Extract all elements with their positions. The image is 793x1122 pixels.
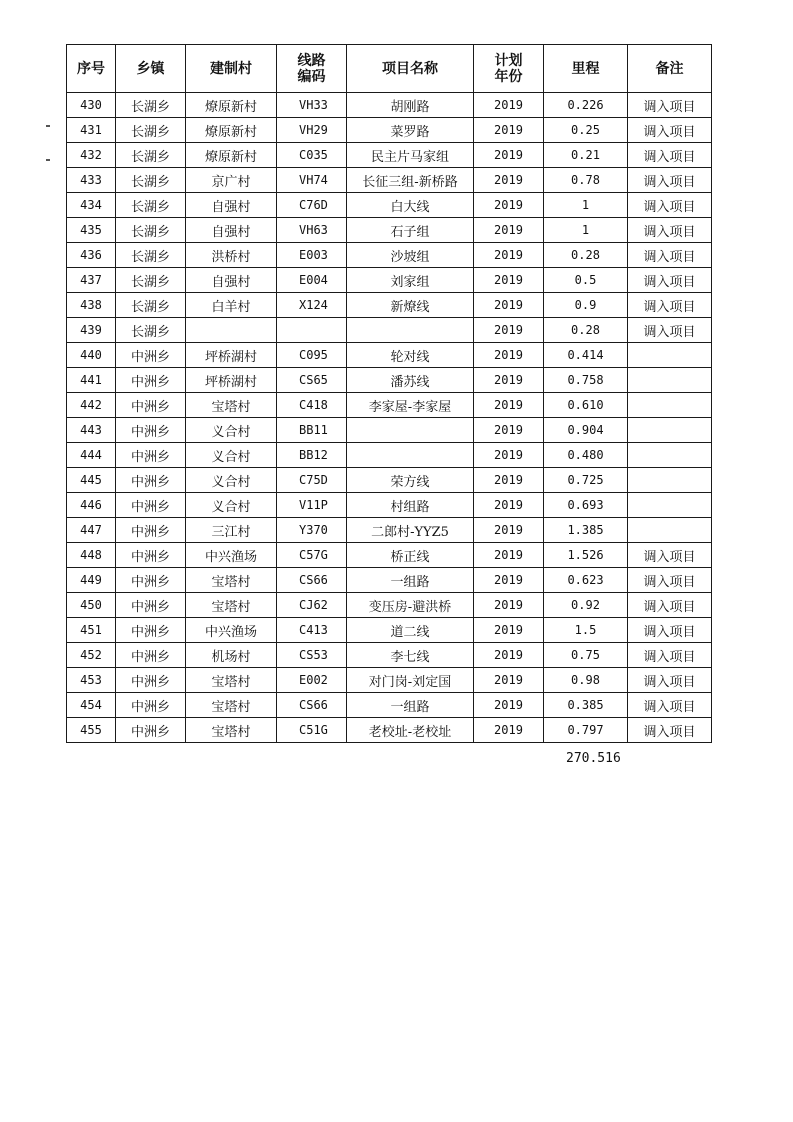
cell-plan-year: 2019 <box>474 343 544 368</box>
cell-remark: 调入项目 <box>628 593 712 618</box>
cell-remark: 调入项目 <box>628 243 712 268</box>
cell-project-name: 胡刚路 <box>347 93 474 118</box>
cell-remark: 调入项目 <box>628 568 712 593</box>
cell-village: 义合村 <box>186 468 277 493</box>
cell-remark <box>628 418 712 443</box>
cell-index: 452 <box>67 643 116 668</box>
cell-mileage: 0.92 <box>544 593 628 618</box>
cell-township: 长湖乡 <box>116 268 186 293</box>
table-row <box>67 268 712 293</box>
header-row <box>67 45 712 93</box>
cell-mileage: 0.904 <box>544 418 628 443</box>
cell-index: 433 <box>67 168 116 193</box>
table-body <box>67 93 712 743</box>
cell-mileage: 0.480 <box>544 443 628 468</box>
cell-village: 自强村 <box>186 193 277 218</box>
table-row <box>67 318 712 343</box>
cell-township: 长湖乡 <box>116 118 186 143</box>
cell-township: 中洲乡 <box>116 443 186 468</box>
cell-plan-year: 2019 <box>474 493 544 518</box>
cell-index: 442 <box>67 393 116 418</box>
cell-index: 431 <box>67 118 116 143</box>
cell-village: 坪桥湖村 <box>186 368 277 393</box>
table-row <box>67 293 712 318</box>
cell-project-name: 变压房-避洪桥 <box>347 593 474 618</box>
cell-village: 机场村 <box>186 643 277 668</box>
cell-route-code: C095 <box>277 343 347 368</box>
cell-plan-year: 2019 <box>474 193 544 218</box>
cell-project-name: 桥正线 <box>347 543 474 568</box>
cell-township: 中洲乡 <box>116 343 186 368</box>
cell-village: 三江村 <box>186 518 277 543</box>
cell-remark: 调入项目 <box>628 143 712 168</box>
cell-village: 宝塔村 <box>186 693 277 718</box>
cell-project-name: 一组路 <box>347 693 474 718</box>
cell-remark: 调入项目 <box>628 718 712 743</box>
cell-project-name: 李家屋-李家屋 <box>347 393 474 418</box>
table-row <box>67 368 712 393</box>
cell-route-code: E004 <box>277 268 347 293</box>
cell-remark <box>628 493 712 518</box>
cell-plan-year: 2019 <box>474 93 544 118</box>
cell-plan-year: 2019 <box>474 668 544 693</box>
cell-index: 432 <box>67 143 116 168</box>
cell-township: 长湖乡 <box>116 243 186 268</box>
cell-mileage: 0.758 <box>544 368 628 393</box>
cell-route-code: CS65 <box>277 368 347 393</box>
cell-route-code: C413 <box>277 618 347 643</box>
table-row <box>67 343 712 368</box>
table-header <box>67 45 712 93</box>
cell-village: 燎原新村 <box>186 143 277 168</box>
cell-project-name <box>347 318 474 343</box>
cell-project-name: 石子组 <box>347 218 474 243</box>
cell-mileage: 0.385 <box>544 693 628 718</box>
table-row <box>67 568 712 593</box>
cell-index: 451 <box>67 618 116 643</box>
cell-plan-year: 2019 <box>474 718 544 743</box>
cell-mileage: 0.693 <box>544 493 628 518</box>
table-row <box>67 718 712 743</box>
cell-project-name: 白大线 <box>347 193 474 218</box>
cell-remark: 调入项目 <box>628 693 712 718</box>
cell-remark <box>628 518 712 543</box>
cell-route-code: VH63 <box>277 218 347 243</box>
cell-remark: 调入项目 <box>628 668 712 693</box>
cell-route-code: C51G <box>277 718 347 743</box>
cell-index: 438 <box>67 293 116 318</box>
cell-village: 宝塔村 <box>186 593 277 618</box>
cell-remark: 调入项目 <box>628 618 712 643</box>
cell-index: 430 <box>67 93 116 118</box>
table-row <box>67 243 712 268</box>
cell-project-name: 民主片马家组 <box>347 143 474 168</box>
cell-plan-year: 2019 <box>474 593 544 618</box>
cell-index: 434 <box>67 193 116 218</box>
cell-project-name: 道二线 <box>347 618 474 643</box>
cell-plan-year: 2019 <box>474 118 544 143</box>
cell-project-name: 李七线 <box>347 643 474 668</box>
header-route-code <box>277 45 347 93</box>
cell-project-name: 刘家组 <box>347 268 474 293</box>
cell-project-name: 一组路 <box>347 568 474 593</box>
cell-index: 449 <box>67 568 116 593</box>
table-row <box>67 393 712 418</box>
cell-mileage: 0.5 <box>544 268 628 293</box>
cell-mileage: 0.797 <box>544 718 628 743</box>
cell-route-code: C418 <box>277 393 347 418</box>
table-row <box>67 443 712 468</box>
cell-remark: 调入项目 <box>628 643 712 668</box>
cell-mileage: 0.28 <box>544 243 628 268</box>
cell-remark: 调入项目 <box>628 168 712 193</box>
cell-index: 441 <box>67 368 116 393</box>
header-index: 序号 <box>67 45 116 93</box>
cell-village: 白羊村 <box>186 293 277 318</box>
cell-mileage: 0.28 <box>544 318 628 343</box>
scan-mark <box>46 159 50 161</box>
cell-township: 长湖乡 <box>116 193 186 218</box>
cell-village: 宝塔村 <box>186 568 277 593</box>
table-row <box>67 93 712 118</box>
cell-township: 中洲乡 <box>116 418 186 443</box>
cell-mileage: 0.725 <box>544 468 628 493</box>
cell-index: 445 <box>67 468 116 493</box>
table-row <box>67 218 712 243</box>
cell-route-code: C75D <box>277 468 347 493</box>
cell-index: 439 <box>67 318 116 343</box>
cell-remark: 调入项目 <box>628 318 712 343</box>
table-row <box>67 618 712 643</box>
cell-route-code: VH74 <box>277 168 347 193</box>
cell-township: 中洲乡 <box>116 468 186 493</box>
cell-township: 中洲乡 <box>116 718 186 743</box>
cell-plan-year: 2019 <box>474 143 544 168</box>
header-village: 建制村 <box>186 45 277 93</box>
table-row <box>67 118 712 143</box>
cell-route-code: E002 <box>277 668 347 693</box>
cell-project-name: 对门岗-刘定国 <box>347 668 474 693</box>
cell-remark <box>628 343 712 368</box>
cell-index: 436 <box>67 243 116 268</box>
cell-index: 437 <box>67 268 116 293</box>
cell-village: 中兴渔场 <box>186 618 277 643</box>
cell-plan-year: 2019 <box>474 518 544 543</box>
project-table <box>66 44 712 743</box>
header-mileage: 里程 <box>544 45 628 93</box>
cell-mileage: 0.226 <box>544 93 628 118</box>
cell-index: 443 <box>67 418 116 443</box>
cell-township: 长湖乡 <box>116 93 186 118</box>
cell-village: 义合村 <box>186 418 277 443</box>
cell-index: 447 <box>67 518 116 543</box>
table-row <box>67 193 712 218</box>
cell-township: 中洲乡 <box>116 493 186 518</box>
cell-township: 中洲乡 <box>116 543 186 568</box>
cell-route-code: C76D <box>277 193 347 218</box>
table-row <box>67 668 712 693</box>
header-project-name: 项目名称 <box>347 45 474 93</box>
cell-plan-year: 2019 <box>474 243 544 268</box>
table-row <box>67 418 712 443</box>
cell-village: 燎原新村 <box>186 93 277 118</box>
table-row <box>67 468 712 493</box>
cell-mileage: 0.25 <box>544 118 628 143</box>
cell-route-code: VH33 <box>277 93 347 118</box>
cell-township: 中洲乡 <box>116 618 186 643</box>
cell-mileage: 1.385 <box>544 518 628 543</box>
cell-route-code: BB12 <box>277 443 347 468</box>
cell-township: 长湖乡 <box>116 318 186 343</box>
cell-project-name: 沙坡组 <box>347 243 474 268</box>
cell-plan-year: 2019 <box>474 568 544 593</box>
table-row <box>67 693 712 718</box>
header-township: 乡镇 <box>116 45 186 93</box>
table-row <box>67 593 712 618</box>
cell-project-name: 长征三组-新桥路 <box>347 168 474 193</box>
cell-mileage: 1.526 <box>544 543 628 568</box>
cell-village: 宝塔村 <box>186 668 277 693</box>
cell-township: 中洲乡 <box>116 643 186 668</box>
cell-route-code: CJ62 <box>277 593 347 618</box>
cell-remark: 调入项目 <box>628 93 712 118</box>
cell-route-code: V11P <box>277 493 347 518</box>
scan-mark <box>46 125 50 127</box>
cell-remark: 调入项目 <box>628 218 712 243</box>
cell-village <box>186 318 277 343</box>
cell-remark <box>628 443 712 468</box>
cell-mileage: 1.5 <box>544 618 628 643</box>
cell-village: 京广村 <box>186 168 277 193</box>
cell-plan-year: 2019 <box>474 218 544 243</box>
table-row <box>67 518 712 543</box>
cell-remark <box>628 393 712 418</box>
cell-mileage: 0.78 <box>544 168 628 193</box>
cell-plan-year: 2019 <box>474 168 544 193</box>
cell-village: 义合村 <box>186 493 277 518</box>
cell-mileage: 0.21 <box>544 143 628 168</box>
cell-route-code: VH29 <box>277 118 347 143</box>
cell-township: 中洲乡 <box>116 518 186 543</box>
cell-village: 自强村 <box>186 268 277 293</box>
header-plan-year <box>474 45 544 93</box>
cell-index: 448 <box>67 543 116 568</box>
cell-plan-year: 2019 <box>474 443 544 468</box>
cell-township: 中洲乡 <box>116 693 186 718</box>
cell-route-code: C035 <box>277 143 347 168</box>
cell-plan-year: 2019 <box>474 618 544 643</box>
cell-route-code: X124 <box>277 293 347 318</box>
cell-route-code: E003 <box>277 243 347 268</box>
cell-project-name: 菜罗路 <box>347 118 474 143</box>
cell-mileage: 1 <box>544 218 628 243</box>
header-remark: 备注 <box>628 45 712 93</box>
cell-mileage: 0.414 <box>544 343 628 368</box>
cell-township: 中洲乡 <box>116 593 186 618</box>
cell-index: 455 <box>67 718 116 743</box>
cell-index: 435 <box>67 218 116 243</box>
table-row <box>67 643 712 668</box>
cell-plan-year: 2019 <box>474 318 544 343</box>
cell-remark: 调入项目 <box>628 118 712 143</box>
cell-index: 450 <box>67 593 116 618</box>
cell-remark: 调入项目 <box>628 268 712 293</box>
cell-plan-year: 2019 <box>474 418 544 443</box>
cell-village: 坪桥湖村 <box>186 343 277 368</box>
cell-village: 自强村 <box>186 218 277 243</box>
cell-plan-year: 2019 <box>474 693 544 718</box>
cell-plan-year: 2019 <box>474 468 544 493</box>
cell-remark: 调入项目 <box>628 293 712 318</box>
cell-index: 440 <box>67 343 116 368</box>
cell-township: 长湖乡 <box>116 218 186 243</box>
cell-index: 453 <box>67 668 116 693</box>
cell-project-name: 潘苏线 <box>347 368 474 393</box>
table-row <box>67 543 712 568</box>
cell-remark: 调入项目 <box>628 193 712 218</box>
cell-township: 长湖乡 <box>116 293 186 318</box>
cell-mileage: 0.610 <box>544 393 628 418</box>
cell-remark: 调入项目 <box>628 543 712 568</box>
cell-remark <box>628 368 712 393</box>
cell-village: 洪桥村 <box>186 243 277 268</box>
cell-township: 中洲乡 <box>116 668 186 693</box>
cell-mileage: 0.9 <box>544 293 628 318</box>
cell-project-name: 村组路 <box>347 493 474 518</box>
cell-village: 燎原新村 <box>186 118 277 143</box>
cell-mileage: 0.98 <box>544 668 628 693</box>
cell-plan-year: 2019 <box>474 293 544 318</box>
cell-project-name: 荣方线 <box>347 468 474 493</box>
cell-index: 444 <box>67 443 116 468</box>
cell-plan-year: 2019 <box>474 393 544 418</box>
cell-project-name: 新燎线 <box>347 293 474 318</box>
cell-village: 中兴渔场 <box>186 543 277 568</box>
cell-township: 长湖乡 <box>116 168 186 193</box>
cell-township: 中洲乡 <box>116 368 186 393</box>
cell-project-name <box>347 418 474 443</box>
cell-route-code <box>277 318 347 343</box>
cell-township: 中洲乡 <box>116 393 186 418</box>
cell-mileage: 0.623 <box>544 568 628 593</box>
cell-township: 长湖乡 <box>116 143 186 168</box>
cell-plan-year: 2019 <box>474 643 544 668</box>
cell-index: 454 <box>67 693 116 718</box>
table-row <box>67 493 712 518</box>
cell-village: 宝塔村 <box>186 718 277 743</box>
total-mileage: 270.516 <box>566 751 621 766</box>
cell-route-code: CS66 <box>277 568 347 593</box>
cell-route-code: CS66 <box>277 693 347 718</box>
cell-route-code: CS53 <box>277 643 347 668</box>
cell-mileage: 1 <box>544 193 628 218</box>
cell-remark <box>628 468 712 493</box>
cell-plan-year: 2019 <box>474 543 544 568</box>
cell-village: 义合村 <box>186 443 277 468</box>
cell-mileage: 0.75 <box>544 643 628 668</box>
header-plan-year-label: 计划年份 <box>494 52 523 85</box>
project-table-container <box>66 44 711 743</box>
header-route-code-label: 线路编码 <box>297 52 326 85</box>
cell-project-name: 老校址-老校址 <box>347 718 474 743</box>
cell-route-code: BB11 <box>277 418 347 443</box>
cell-plan-year: 2019 <box>474 368 544 393</box>
cell-route-code: C57G <box>277 543 347 568</box>
cell-township: 中洲乡 <box>116 568 186 593</box>
cell-village: 宝塔村 <box>186 393 277 418</box>
table-row <box>67 168 712 193</box>
cell-route-code: Y370 <box>277 518 347 543</box>
cell-project-name <box>347 443 474 468</box>
cell-index: 446 <box>67 493 116 518</box>
cell-project-name: 轮对线 <box>347 343 474 368</box>
cell-project-name: 二郎村-YYZ5 <box>347 518 474 543</box>
cell-plan-year: 2019 <box>474 268 544 293</box>
table-row <box>67 143 712 168</box>
